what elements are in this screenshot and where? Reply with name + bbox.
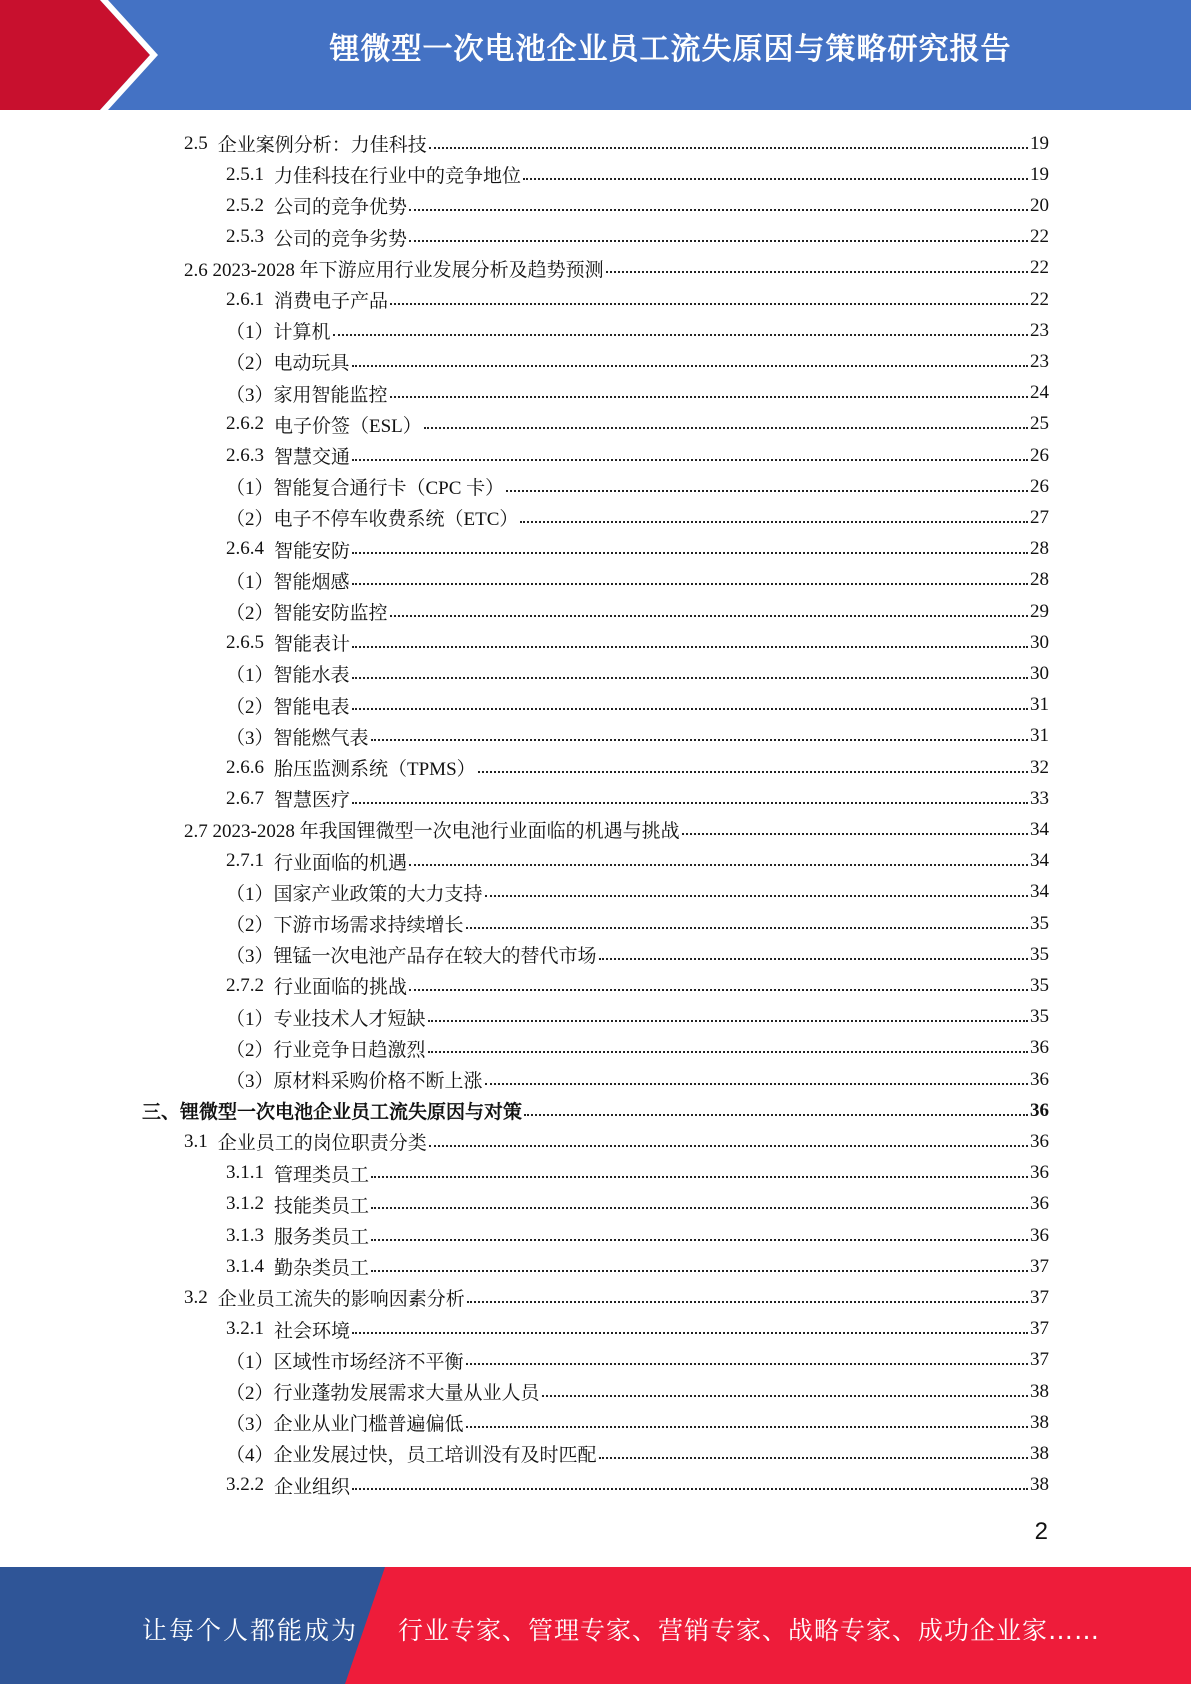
report-title: 锂微型一次电池企业员工流失原因与策略研究报告 (329, 32, 1012, 67)
toc-entry[interactable] (226, 1220, 1049, 1251)
toc-dot-leader (409, 240, 1028, 242)
toc-entry-label: 管理类员工 (274, 1164, 370, 1186)
toc-entry[interactable] (226, 1189, 1049, 1220)
toc-entry[interactable] (226, 690, 1049, 721)
toc-entry-page: 34 (1030, 881, 1049, 903)
toc-entry-number: 2.5 (184, 132, 208, 154)
toc-entry[interactable] (184, 1282, 1049, 1313)
toc-entry-page: 26 (1030, 475, 1049, 497)
toc-entry[interactable] (226, 908, 1049, 939)
toc-dot-leader (428, 1051, 1028, 1053)
toc-entry-page: 35 (1030, 974, 1049, 996)
toc-dot-leader (409, 864, 1028, 866)
toc-dot-leader (506, 490, 1028, 492)
toc-dot-leader (390, 396, 1028, 398)
toc-entry-label: 2.6 2023-2028 年下游应用行业发展分析及趋势预测 (184, 259, 604, 281)
toc-entry-page: 36 (1030, 1224, 1049, 1246)
toc-dot-leader (429, 147, 1028, 149)
toc-dot-leader (542, 1395, 1028, 1397)
toc-entry-label: （2）智能电表 (226, 696, 350, 718)
toc-entry[interactable] (226, 1158, 1049, 1189)
toc-dot-leader (333, 334, 1028, 336)
toc-entry-number: 2.6.5 (226, 631, 264, 653)
toc-dot-leader (371, 1207, 1028, 1209)
toc-entry-label: 2.7 2023-2028 年我国锂微型一次电池行业面临的机遇与挑战 (184, 821, 680, 843)
toc-dot-leader (606, 271, 1028, 273)
toc-entry-label: 社会环境 (274, 1320, 351, 1342)
toc-entry-label: 胎压监测系统（TPMS） (274, 759, 476, 780)
toc-dot-leader (352, 802, 1028, 804)
toc-entry-number: 2.6.7 (226, 787, 264, 809)
toc-entry-page: 38 (1030, 1442, 1049, 1464)
toc-entry-page: 37 (1030, 1255, 1049, 1277)
toc-entry-label: 电子价签（ESL） (274, 415, 422, 437)
toc-entry-label: 行业面临的挑战 (274, 977, 408, 999)
toc-dot-leader (524, 1114, 1028, 1116)
toc-entry-label: （1）国家产业政策的大力支持 (226, 883, 483, 905)
toc-entry[interactable] (226, 315, 1049, 346)
toc-entry[interactable] (226, 1345, 1049, 1376)
toc-entry-label: （1）智能烟感 (226, 571, 350, 593)
toc-entry-page: 24 (1030, 382, 1049, 404)
toc-dot-leader (371, 1270, 1028, 1272)
toc-entry-label: （1）专业技术人才短缺 (226, 1008, 426, 1030)
toc-entry-label: 公司的竞争劣势 (274, 228, 408, 250)
toc-entry-page: 22 (1030, 288, 1049, 310)
toc-entry-label: 公司的竞争优势 (274, 197, 408, 219)
toc-entry-page: 32 (1030, 756, 1049, 778)
toc-entry[interactable] (184, 814, 1049, 845)
toc-entry[interactable] (226, 627, 1049, 658)
toc-entry[interactable] (226, 502, 1049, 533)
toc-entry-number: 3.1.2 (226, 1193, 264, 1215)
toc-dot-leader (466, 927, 1028, 929)
toc-entry[interactable] (184, 1126, 1049, 1157)
toc-entry-page: 38 (1030, 1411, 1049, 1433)
toc-entry[interactable] (226, 1251, 1049, 1282)
toc-entry[interactable] (226, 1033, 1049, 1064)
toc-dot-leader (352, 552, 1028, 554)
toc-entry-label: 智慧交通 (274, 447, 351, 468)
toc-entry-page: 35 (1030, 1006, 1049, 1028)
toc-entry-page: 23 (1030, 319, 1049, 341)
toc-entry[interactable] (226, 1376, 1049, 1407)
toc-entry-label: 行业面临的机遇 (274, 852, 408, 874)
toc-entry-page: 20 (1030, 194, 1049, 216)
toc-entry[interactable] (226, 1470, 1049, 1501)
toc-entry-label: （3）家用智能监控 (226, 384, 388, 406)
toc-entry-page: 38 (1030, 1474, 1049, 1496)
toc-dot-leader (429, 1145, 1028, 1147)
toc-entry[interactable] (226, 159, 1049, 190)
toc-entry-page: 19 (1030, 163, 1049, 185)
toc-dot-leader (352, 365, 1028, 367)
toc-entry[interactable] (226, 1002, 1049, 1033)
toc-entry-page: 36 (1030, 1130, 1049, 1152)
toc-entry-label: 智能安防 (274, 540, 351, 562)
toc-dot-leader (466, 1363, 1028, 1365)
toc-entry-page: 27 (1030, 506, 1049, 528)
toc-dot-leader (599, 958, 1028, 960)
toc-entry-number: 3.1.4 (226, 1255, 264, 1277)
toc-dot-leader (485, 1083, 1028, 1085)
toc-entry-page: 19 (1030, 132, 1049, 154)
toc-entry-number: 2.7.1 (226, 850, 264, 872)
toc-entry[interactable] (226, 409, 1049, 440)
toc-entry[interactable] (226, 721, 1049, 752)
toc-dot-leader (390, 615, 1028, 617)
toc-entry[interactable] (226, 658, 1049, 689)
toc-dot-leader (599, 1457, 1028, 1459)
toc-entry-page: 34 (1030, 850, 1049, 872)
toc-entry-page: 28 (1030, 538, 1049, 560)
toc-entry-number: 3.1.1 (226, 1162, 264, 1184)
toc-dot-leader (352, 583, 1028, 585)
page-header (0, 0, 1191, 110)
toc-entry[interactable] (226, 970, 1049, 1001)
toc-entry-number: 2.5.2 (226, 194, 264, 216)
toc-entry-label: （2）智能安防监控 (226, 603, 388, 624)
toc-entry-number: 2.5.1 (226, 163, 264, 185)
toc-entry-label: 企业员工流失的影响因素分析 (217, 1289, 465, 1311)
toc-entry-number: 3.2 (184, 1286, 208, 1308)
toc-entry[interactable] (226, 596, 1049, 627)
toc-entry-page: 30 (1030, 662, 1049, 684)
toc-entry-page: 37 (1030, 1286, 1049, 1308)
toc-entry-label: （2）行业竞争日趋激烈 (226, 1039, 426, 1061)
toc-entry[interactable] (226, 471, 1049, 502)
toc-entry-label: 智能表计 (274, 634, 351, 656)
toc-entry-page: 28 (1030, 569, 1049, 591)
toc-entry-page: 36 (1030, 1162, 1049, 1184)
toc-dot-leader (478, 771, 1028, 773)
toc-entry[interactable] (226, 346, 1049, 377)
toc-dot-leader (466, 1426, 1028, 1428)
toc-entry[interactable] (184, 253, 1049, 284)
toc-entry-page: 37 (1030, 1318, 1049, 1340)
toc-entry-page: 34 (1030, 818, 1049, 840)
toc-entry-page: 26 (1030, 444, 1049, 466)
toc-entry-page: 29 (1030, 600, 1049, 622)
toc-dot-leader (428, 1020, 1028, 1022)
page-number: 2 (1034, 1518, 1048, 1545)
toc-entry[interactable] (226, 783, 1049, 814)
toc-dot-leader (352, 708, 1028, 710)
toc-entry[interactable] (226, 378, 1049, 409)
header-chevron-decoration (0, 0, 160, 110)
toc-entry-label: （1）智能复合通行卡（CPC 卡） (226, 478, 505, 500)
toc-entry[interactable] (184, 128, 1049, 159)
toc-entry[interactable] (226, 939, 1049, 970)
toc-entry[interactable] (226, 846, 1049, 877)
toc-dot-leader (352, 459, 1028, 461)
toc-entry-label: 技能类员工 (274, 1195, 370, 1217)
toc-entry[interactable] (226, 534, 1049, 565)
toc-entry-label: （1）计算机 (226, 322, 331, 344)
toc-entry-number: 2.6.4 (226, 538, 264, 560)
toc-entry-label: 企业案例分析：力佳科技 (217, 135, 427, 156)
toc-entry-page: 36 (1030, 1037, 1049, 1059)
toc-entry-number: 2.5.3 (226, 226, 264, 248)
toc-entry-label: 企业组织 (274, 1476, 351, 1498)
toc-entry-label: （2）电动玩具 (226, 353, 350, 375)
toc-entry-page: 25 (1030, 413, 1049, 435)
toc-entry-number: 2.7.2 (226, 974, 264, 996)
toc-entry[interactable] (142, 1095, 1049, 1126)
toc-entry-label: （3）企业从业门槛普遍偏低 (226, 1414, 464, 1436)
toc-dot-leader (371, 1176, 1028, 1178)
toc-entry[interactable] (226, 440, 1049, 471)
footer-slogan-left: 让每个人都能成为 (142, 1616, 359, 1645)
toc-entry-page: 35 (1030, 943, 1049, 965)
toc-entry-label: （2）电子不停车收费系统（ETC） (226, 509, 519, 531)
toc-entry-page: 33 (1030, 787, 1049, 809)
toc-dot-leader (523, 178, 1028, 180)
toc-entry-label: （2）行业蓬勃发展需求大量从业人员 (226, 1383, 540, 1404)
toc-entry-page: 31 (1030, 694, 1049, 716)
toc-dot-leader (485, 895, 1028, 897)
toc-entry-page: 30 (1030, 631, 1049, 653)
toc-entry-page: 22 (1030, 257, 1049, 279)
toc-entry-page: 37 (1030, 1349, 1049, 1371)
toc-entry[interactable] (226, 565, 1049, 596)
toc-dot-leader (371, 1239, 1028, 1241)
toc-entry-label: （3）智能燃气表 (226, 727, 369, 749)
toc-entry-page: 36 (1030, 1068, 1049, 1090)
toc-entry[interactable] (226, 284, 1049, 315)
toc-entry[interactable] (226, 1064, 1049, 1095)
toc-entry-page: 35 (1030, 912, 1049, 934)
toc-entry-label: （4）企业发展过快，员工培训没有及时匹配 (226, 1445, 597, 1467)
toc-entry-page: 38 (1030, 1380, 1049, 1402)
toc-dot-leader (371, 739, 1028, 741)
toc-entry-label: （1）区域性市场经济不平衡 (226, 1351, 464, 1373)
toc-entry[interactable] (226, 1438, 1049, 1469)
toc-entry-number: 2.6.3 (226, 444, 264, 466)
toc-dot-leader (352, 646, 1028, 648)
toc-entry-page: 22 (1030, 226, 1049, 248)
toc-entry-number: 2.6.2 (226, 413, 264, 435)
toc-entry-label: （3）原材料采购价格不断上涨 (226, 1071, 483, 1092)
toc-entry-label: 企业员工的岗位职责分类 (217, 1133, 427, 1155)
toc-entry-page: 31 (1030, 725, 1049, 747)
toc-entry-label: （3）锂锰一次电池产品存在较大的替代市场 (226, 946, 597, 968)
toc-dot-leader (467, 1301, 1028, 1303)
toc-entry-page: 23 (1030, 350, 1049, 372)
toc-entry-label: 智慧医疗 (274, 790, 351, 812)
toc-dot-leader (352, 1332, 1028, 1334)
toc-dot-leader (520, 521, 1028, 523)
toc-dot-leader (352, 1488, 1028, 1490)
toc-entry-page: 36 (1030, 1193, 1049, 1215)
toc-entry[interactable] (226, 752, 1049, 783)
toc-entry[interactable] (226, 1407, 1049, 1438)
toc-entry[interactable] (226, 190, 1049, 221)
page-footer (0, 1567, 1191, 1684)
toc-entry[interactable] (226, 222, 1049, 253)
toc-entry-number: 3.2.1 (226, 1318, 264, 1340)
toc-entry-number: 3.1.3 (226, 1224, 264, 1246)
toc-dot-leader (424, 427, 1028, 429)
toc-entry-label: 服务类员工 (274, 1227, 370, 1248)
toc-entry-label: 消费电子产品 (274, 291, 389, 312)
toc-entry-label: （1）智能水表 (226, 665, 350, 687)
toc-dot-leader (390, 303, 1028, 305)
toc-entry-label: 力佳科技在行业中的竞争地位 (274, 166, 522, 188)
toc-entry-number: 3.2.2 (226, 1474, 264, 1496)
toc-entry-label: （2）下游市场需求持续增长 (226, 915, 464, 936)
toc-entry-label: 三、锂微型一次电池企业员工流失原因与对策 (142, 1102, 523, 1124)
toc-entry[interactable] (226, 1314, 1049, 1345)
toc-dot-leader (682, 833, 1028, 835)
toc-entry-number: 2.6.6 (226, 756, 264, 778)
toc-dot-leader (409, 209, 1028, 211)
toc-entry[interactable] (226, 877, 1049, 908)
toc-entry-number: 2.6.1 (226, 288, 264, 310)
footer-slogan-right: 行业专家、管理专家、营销专家、战略专家、成功企业家…… (398, 1616, 1101, 1645)
toc-dot-leader (409, 989, 1028, 991)
toc-entry-number: 3.1 (184, 1130, 208, 1152)
toc-entry-label: 勤杂类员工 (274, 1258, 370, 1280)
toc-dot-leader (352, 677, 1028, 679)
toc-entry-page: 36 (1030, 1099, 1049, 1121)
